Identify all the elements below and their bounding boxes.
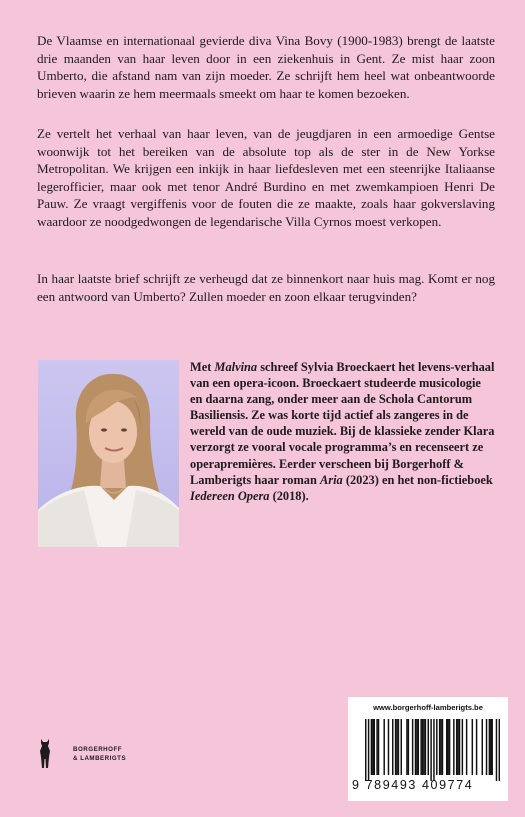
barcode-bar <box>388 719 389 775</box>
blurb-paragraph-1: De Vlaamse en internationaal gevierde diva Vina Bovy (1900-1983) brengt de laatste drie maanden van haar leven door in een ziekenhuis in Gent. Ze mist haar zoon Umberto, die afstand nam van zijn moeder. Ze schrijft hem heel wat onbeantwoorde brieven waarin ze hem meermaals smeekt om haar te komen bezoeken. <box>37 33 495 101</box>
barcode-bar <box>408 719 409 775</box>
barcode-bar <box>401 719 402 775</box>
barcode-bar <box>423 719 424 775</box>
barcode-bar <box>406 719 407 775</box>
barcode-bar <box>368 719 369 781</box>
barcode-bar <box>457 719 458 775</box>
isbn-barcode <box>365 719 500 781</box>
bull-figure-icon <box>38 737 52 769</box>
book-title-aria: Aria <box>320 472 343 487</box>
barcode-bar <box>499 719 500 781</box>
book-title-malvina: Malvina <box>214 360 258 374</box>
barcode-bar <box>372 719 373 775</box>
barcode-bar <box>428 719 429 775</box>
barcode-bar <box>446 719 447 775</box>
barcode-bar <box>392 719 393 775</box>
barcode-bar <box>433 719 434 781</box>
barcode-bar <box>430 719 431 781</box>
barcode-bar <box>425 719 426 775</box>
barcode-bar <box>472 719 473 775</box>
barcode-bar <box>436 719 437 775</box>
publisher-name-line-1: BORGERHOFF <box>73 746 122 753</box>
barcode-bar <box>440 719 441 775</box>
bio-text-part: schreef Sylvia Broeckaert het levens-verhaal van een opera-icoon. Broeckaert studeerde musicologie en daarna zang, onder meer aan de Schola Cantorum Basiliensis. Ze was korte tijd actief als zangeres in de wereld van de oude muziek. Bij de klassieke zender Klara verzorgt ze vooral vocale programma’s en recenseert ze operapremières. Eerder verscheen bij Borgerhoff & Lamberigts haar roman <box>190 360 495 487</box>
publisher-logo <box>38 737 158 771</box>
barcode-bar <box>374 719 375 775</box>
barcode-bar <box>439 719 440 775</box>
barcode-bar <box>396 719 397 775</box>
barcode-bar <box>476 719 477 775</box>
barcode-bar <box>459 719 460 775</box>
barcode-bar <box>412 719 413 775</box>
barcode-bar <box>456 719 457 775</box>
barcode-bar <box>466 719 467 775</box>
barcode-bar <box>415 719 416 775</box>
barcode-bar <box>418 719 419 775</box>
barcode-bar <box>365 719 366 781</box>
author-bio <box>190 359 496 504</box>
barcode-bar <box>462 719 463 775</box>
barcode-bar <box>383 719 384 775</box>
bio-text-part: (2023) en het non-fictieboek <box>342 472 493 487</box>
barcode-bar <box>422 719 423 775</box>
publisher-website: www.borgerhoff-lamberigts.be <box>373 703 483 712</box>
barcode-bar <box>378 719 379 775</box>
isbn-number: 9 789493 409774 <box>352 778 474 792</box>
blurb-paragraph-3: In haar laatste brief schrijft ze verheugd dat ze binnenkort naar huis mag. Komt er nog een antwoord van Umberto? Zullen moeder en zoon elkaar terugvinden? <box>37 271 495 304</box>
barcode-bar <box>442 719 443 775</box>
barcode-bar <box>491 719 492 775</box>
barcode-bar <box>486 719 487 775</box>
barcode-bar <box>398 719 399 775</box>
barcode-bar <box>449 719 450 775</box>
barcode-bar <box>376 719 377 775</box>
barcode-label <box>348 697 508 801</box>
barcode-bar <box>489 719 490 775</box>
barcode-bar <box>416 719 417 775</box>
barcode-bar <box>496 719 497 781</box>
book-title-iedereen-opera: Iedereen Opera <box>190 488 270 503</box>
bio-text-part: Met <box>190 360 215 374</box>
barcode-bar <box>395 719 396 775</box>
blurb-paragraph-2: Ze vertelt het verhaal van haar leven, van de jeugdjaren in een armoedige Gentse woonwijk tot het bereiken van de absolute top als de ster in de New Yorkse Metropolitan. We krijgen een inkijk in haar liefdesleven met een steenrijke Italiaanse legerofficier, maar ook met tenor André Burdino en met zwemkampioen Henri De Pauw. Ze vraagt vergiffenis voor de fouten die ze maakte, zoals haar gokverslaving waardoor ze noodgedwongen de legendarische Villa Cyrnos moest verkopen. <box>37 126 495 229</box>
barcode-bar <box>420 719 421 775</box>
barcode-bar <box>482 719 483 775</box>
barcode-bar <box>490 719 491 775</box>
barcode-bar <box>371 719 372 775</box>
barcode-bar <box>447 719 448 775</box>
barcode-bar <box>453 719 454 775</box>
author-portrait-image <box>38 360 179 547</box>
bio-text-part: (2018). <box>269 488 309 503</box>
publisher-name-line-2: & LAMBERIGTS <box>73 755 127 762</box>
author-photo <box>38 360 179 547</box>
